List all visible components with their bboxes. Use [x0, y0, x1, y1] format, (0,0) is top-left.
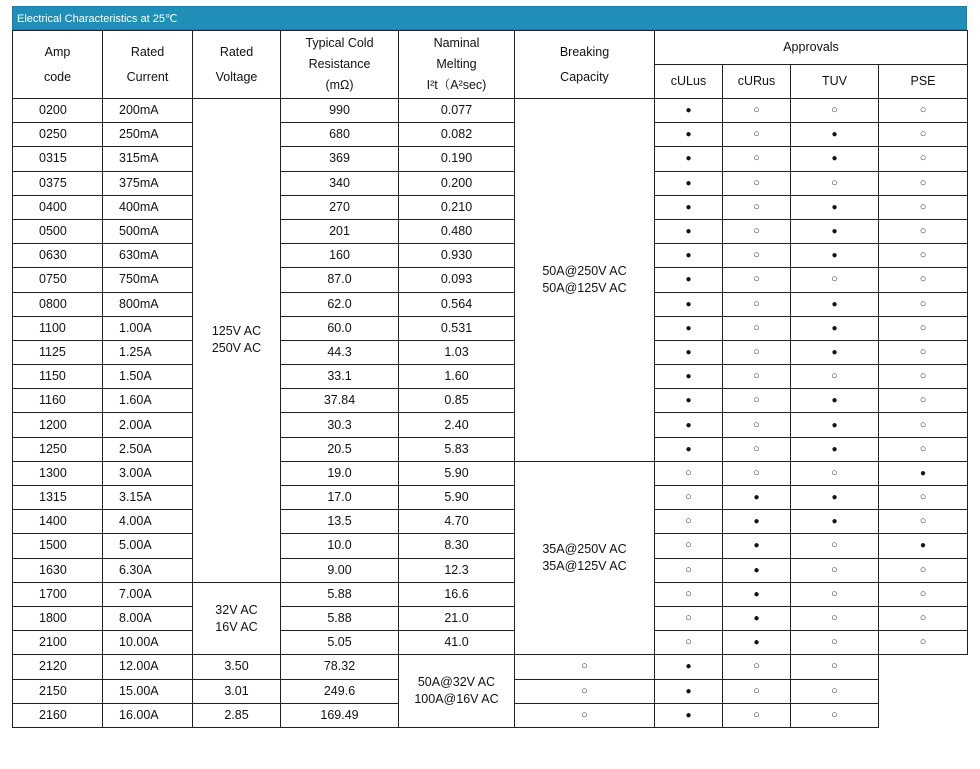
header-text: Breaking	[559, 44, 610, 59]
tuv-approval-mark: ●	[791, 244, 879, 268]
header-breaking-capacity	[515, 31, 655, 99]
amp-code-cell: 2150	[13, 679, 103, 703]
table-row	[13, 99, 968, 123]
curus-approval-mark: ○	[723, 437, 791, 461]
voltage-group-cell	[193, 99, 281, 583]
melting-i2t-cell: 1.03	[399, 340, 515, 364]
rated-current-cell: 8.00A	[103, 606, 193, 630]
rated-current-cell: 315mA	[103, 147, 193, 171]
amp-code-cell: 0750	[13, 268, 103, 292]
culus-approval-mark: ○	[655, 606, 723, 630]
electrical-characteristics-table	[12, 30, 968, 728]
breaking-line: 35A@125V AC	[542, 559, 627, 574]
rated-current-cell: 16.00A	[103, 703, 193, 727]
melting-i2t-cell: 0.210	[399, 195, 515, 219]
tuv-approval-mark: ○	[791, 268, 879, 292]
melting-i2t-cell: 1.60	[399, 365, 515, 389]
header-pse: PSE	[879, 65, 968, 99]
header-text: I²t（A²sec)	[426, 78, 487, 92]
melting-i2t-cell: 0.531	[399, 316, 515, 340]
header-rated-voltage	[193, 31, 281, 99]
curus-approval-mark: ○	[723, 219, 791, 243]
breaking-group-cell	[515, 99, 655, 462]
pse-approval-mark: ○	[879, 582, 968, 606]
voltage-line: 16V AC	[215, 619, 258, 634]
cold-resistance-cell: 2.85	[193, 703, 281, 727]
tuv-approval-mark: ○	[791, 631, 879, 655]
pse-approval-mark: ○	[791, 679, 879, 703]
table-row	[13, 147, 968, 171]
header-text: Rated	[219, 44, 254, 59]
melting-i2t-cell: 0.85	[399, 389, 515, 413]
curus-approval-mark: ●	[723, 606, 791, 630]
curus-approval-mark: ○	[723, 461, 791, 485]
pse-approval-mark: ○	[879, 99, 968, 123]
curus-approval-mark: ○	[723, 123, 791, 147]
pse-approval-mark: ○	[879, 219, 968, 243]
amp-code-cell: 1315	[13, 486, 103, 510]
header-text: Typical Cold	[305, 36, 374, 50]
culus-approval-mark: ○	[515, 703, 655, 727]
curus-approval-mark: ○	[723, 316, 791, 340]
pse-approval-mark: ○	[879, 340, 968, 364]
rated-current-cell: 5.00A	[103, 534, 193, 558]
rated-current-cell: 800mA	[103, 292, 193, 316]
amp-code-cell: 1150	[13, 365, 103, 389]
melting-i2t-cell: 21.0	[399, 606, 515, 630]
table-row	[13, 582, 968, 606]
table-row	[13, 195, 968, 219]
pse-approval-mark: ○	[879, 171, 968, 195]
amp-code-cell: 0200	[13, 99, 103, 123]
culus-approval-mark: ○	[515, 655, 655, 679]
rated-current-cell: 250mA	[103, 123, 193, 147]
cold-resistance-cell: 13.5	[281, 510, 399, 534]
cold-resistance-cell: 3.01	[193, 679, 281, 703]
melting-i2t-cell: 0.930	[399, 244, 515, 268]
rated-current-cell: 1.25A	[103, 340, 193, 364]
amp-code-cell: 1125	[13, 340, 103, 364]
pse-approval-mark: ○	[879, 437, 968, 461]
melting-i2t-cell: 5.90	[399, 486, 515, 510]
culus-approval-mark: ○	[655, 461, 723, 485]
tuv-approval-mark: ●	[791, 292, 879, 316]
curus-approval-mark: ○	[723, 413, 791, 437]
melting-i2t-cell: 8.30	[399, 534, 515, 558]
table-row	[13, 365, 968, 389]
amp-code-cell: 1250	[13, 437, 103, 461]
melting-i2t-cell: 41.0	[399, 631, 515, 655]
table-title: Electrical Characteristics at 25℃	[12, 6, 967, 30]
rated-current-cell: 6.30A	[103, 558, 193, 582]
tuv-approval-mark: ●	[791, 123, 879, 147]
cold-resistance-cell: 990	[281, 99, 399, 123]
culus-approval-mark: ●	[655, 268, 723, 292]
tuv-approval-mark: ●	[791, 486, 879, 510]
cold-resistance-cell: 5.88	[281, 582, 399, 606]
pse-approval-mark: ○	[879, 558, 968, 582]
table-row	[13, 534, 968, 558]
cold-resistance-cell: 160	[281, 244, 399, 268]
rated-current-cell: 3.15A	[103, 486, 193, 510]
melting-i2t-cell: 249.6	[281, 679, 399, 703]
curus-approval-mark: ○	[723, 340, 791, 364]
amp-code-cell: 0315	[13, 147, 103, 171]
table-row	[13, 340, 968, 364]
table-row	[13, 437, 968, 461]
melting-i2t-cell: 169.49	[281, 703, 399, 727]
cold-resistance-cell: 30.3	[281, 413, 399, 437]
pse-approval-mark: ○	[879, 244, 968, 268]
rated-current-cell: 15.00A	[103, 679, 193, 703]
rated-current-cell: 1.50A	[103, 365, 193, 389]
rated-current-cell: 10.00A	[103, 631, 193, 655]
tuv-approval-mark: ●	[791, 413, 879, 437]
rated-current-cell: 1.00A	[103, 316, 193, 340]
tuv-approval-mark: ○	[723, 703, 791, 727]
melting-i2t-cell: 0.082	[399, 123, 515, 147]
culus-approval-mark: ●	[655, 99, 723, 123]
curus-approval-mark: ●	[723, 486, 791, 510]
pse-approval-mark: ○	[879, 486, 968, 510]
tuv-approval-mark: ○	[791, 365, 879, 389]
table-row	[13, 316, 968, 340]
rated-current-cell: 3.00A	[103, 461, 193, 485]
pse-approval-mark: ○	[879, 292, 968, 316]
rated-current-cell: 7.00A	[103, 582, 193, 606]
tuv-approval-mark: ●	[791, 389, 879, 413]
amp-code-cell: 2160	[13, 703, 103, 727]
cold-resistance-cell: 62.0	[281, 292, 399, 316]
pse-approval-mark: ○	[879, 123, 968, 147]
amp-code-cell: 0400	[13, 195, 103, 219]
cold-resistance-cell: 60.0	[281, 316, 399, 340]
header-text: Amp	[44, 44, 71, 59]
tuv-approval-mark: ●	[791, 340, 879, 364]
header-text: Capacity	[560, 69, 609, 84]
culus-approval-mark: ●	[655, 292, 723, 316]
tuv-approval-mark: ○	[791, 99, 879, 123]
header-amp-code	[13, 31, 103, 99]
table-row	[13, 655, 968, 679]
cold-resistance-cell: 17.0	[281, 486, 399, 510]
table-row	[13, 606, 968, 630]
melting-i2t-cell: 78.32	[281, 655, 399, 679]
curus-approval-mark: ○	[723, 365, 791, 389]
melting-i2t-cell: 5.90	[399, 461, 515, 485]
header-text: (mΩ)	[325, 78, 354, 92]
rated-current-cell: 2.00A	[103, 413, 193, 437]
header-text: Naminal	[433, 36, 480, 50]
culus-approval-mark: ○	[515, 679, 655, 703]
table-row	[13, 558, 968, 582]
melting-i2t-cell: 0.077	[399, 99, 515, 123]
amp-code-cell: 0800	[13, 292, 103, 316]
header-approvals: Approvals	[655, 31, 968, 65]
culus-approval-mark: ●	[655, 147, 723, 171]
table-row	[13, 292, 968, 316]
culus-approval-mark: ○	[655, 510, 723, 534]
cold-resistance-cell: 20.5	[281, 437, 399, 461]
table-row	[13, 461, 968, 485]
curus-approval-mark: ○	[723, 195, 791, 219]
header-text: code	[43, 69, 72, 84]
curus-approval-mark: ○	[723, 389, 791, 413]
curus-approval-mark: ●	[723, 534, 791, 558]
tuv-approval-mark: ●	[791, 147, 879, 171]
pse-approval-mark: ○	[879, 147, 968, 171]
amp-code-cell: 1500	[13, 534, 103, 558]
rated-current-cell: 12.00A	[103, 655, 193, 679]
culus-approval-mark: ●	[655, 244, 723, 268]
amp-code-cell: 2120	[13, 655, 103, 679]
cold-resistance-cell: 19.0	[281, 461, 399, 485]
cold-resistance-cell: 201	[281, 219, 399, 243]
cold-resistance-cell: 680	[281, 123, 399, 147]
pse-approval-mark: ○	[879, 606, 968, 630]
amp-code-cell: 1300	[13, 461, 103, 485]
curus-approval-mark: ●	[723, 558, 791, 582]
voltage-group-cell	[193, 582, 281, 655]
culus-approval-mark: ●	[655, 413, 723, 437]
melting-i2t-cell: 5.83	[399, 437, 515, 461]
cold-resistance-cell: 33.1	[281, 365, 399, 389]
melting-i2t-cell: 4.70	[399, 510, 515, 534]
table-row	[13, 219, 968, 243]
amp-code-cell: 1200	[13, 413, 103, 437]
amp-code-cell: 0630	[13, 244, 103, 268]
curus-approval-mark: ○	[723, 147, 791, 171]
pse-approval-mark: ○	[879, 195, 968, 219]
melting-i2t-cell: 12.3	[399, 558, 515, 582]
cold-resistance-cell: 270	[281, 195, 399, 219]
pse-approval-mark: ●	[879, 534, 968, 558]
amp-code-cell: 0375	[13, 171, 103, 195]
rated-current-cell: 4.00A	[103, 510, 193, 534]
amp-code-cell: 0500	[13, 219, 103, 243]
culus-approval-mark: ●	[655, 171, 723, 195]
tuv-approval-mark: ○	[791, 606, 879, 630]
breaking-group-cell	[399, 655, 515, 728]
pse-approval-mark: ○	[879, 413, 968, 437]
culus-approval-mark: ○	[655, 486, 723, 510]
culus-approval-mark: ○	[655, 582, 723, 606]
tuv-approval-mark: ○	[791, 171, 879, 195]
culus-approval-mark: ●	[655, 437, 723, 461]
melting-i2t-cell: 0.190	[399, 147, 515, 171]
pse-approval-mark: ○	[879, 389, 968, 413]
curus-approval-mark: ○	[723, 268, 791, 292]
voltage-line: 125V AC	[211, 324, 262, 339]
header-culus: cULus	[655, 65, 723, 99]
header-text: Voltage	[215, 69, 258, 84]
tuv-approval-mark: ○	[791, 582, 879, 606]
melting-i2t-cell: 16.6	[399, 582, 515, 606]
header-text: Melting	[436, 57, 477, 71]
table-row	[13, 510, 968, 534]
rated-current-cell: 200mA	[103, 99, 193, 123]
header-text: Rated	[130, 44, 165, 59]
header-cold-resistance	[281, 31, 399, 99]
pse-approval-mark: ○	[791, 703, 879, 727]
tuv-approval-mark: ●	[791, 510, 879, 534]
pse-approval-mark: ○	[879, 316, 968, 340]
rated-current-cell: 500mA	[103, 219, 193, 243]
table-row	[13, 389, 968, 413]
rated-current-cell: 400mA	[103, 195, 193, 219]
curus-approval-mark: ●	[655, 679, 723, 703]
culus-approval-mark: ○	[655, 534, 723, 558]
breaking-group-cell	[515, 461, 655, 655]
culus-approval-mark: ●	[655, 195, 723, 219]
rated-current-cell: 375mA	[103, 171, 193, 195]
culus-approval-mark: ●	[655, 123, 723, 147]
breaking-line: 50A@32V AC	[417, 675, 496, 690]
table-row	[13, 244, 968, 268]
culus-approval-mark: ○	[655, 558, 723, 582]
cold-resistance-cell: 3.50	[193, 655, 281, 679]
breaking-line: 35A@250V AC	[542, 542, 627, 557]
cold-resistance-cell: 340	[281, 171, 399, 195]
curus-approval-mark: ○	[723, 171, 791, 195]
amp-code-cell: 1100	[13, 316, 103, 340]
voltage-line: 250V AC	[211, 341, 262, 356]
tuv-approval-mark: ●	[791, 316, 879, 340]
header-melting	[399, 31, 515, 99]
melting-i2t-cell: 0.480	[399, 219, 515, 243]
curus-approval-mark: ●	[655, 703, 723, 727]
breaking-line: 100A@16V AC	[414, 692, 499, 707]
cold-resistance-cell: 369	[281, 147, 399, 171]
tuv-approval-mark: ●	[791, 219, 879, 243]
voltage-line: 32V AC	[215, 602, 258, 617]
cold-resistance-cell: 9.00	[281, 558, 399, 582]
cold-resistance-cell: 5.05	[281, 631, 399, 655]
header-text: Current	[126, 69, 169, 84]
tuv-approval-mark: ○	[791, 558, 879, 582]
cold-resistance-cell: 37.84	[281, 389, 399, 413]
amp-code-cell: 0250	[13, 123, 103, 147]
table-row	[13, 486, 968, 510]
header-rated-current	[103, 31, 193, 99]
pse-approval-mark: ○	[791, 655, 879, 679]
amp-code-cell: 1700	[13, 582, 103, 606]
rated-current-cell: 750mA	[103, 268, 193, 292]
pse-approval-mark: ●	[879, 461, 968, 485]
culus-approval-mark: ●	[655, 389, 723, 413]
table-row	[13, 413, 968, 437]
amp-code-cell: 1630	[13, 558, 103, 582]
pse-approval-mark: ○	[879, 631, 968, 655]
amp-code-cell: 1800	[13, 606, 103, 630]
tuv-approval-mark: ●	[791, 437, 879, 461]
amp-code-cell: 2100	[13, 631, 103, 655]
rated-current-cell: 1.60A	[103, 389, 193, 413]
curus-approval-mark: ●	[723, 631, 791, 655]
melting-i2t-cell: 0.564	[399, 292, 515, 316]
tuv-approval-mark: ○	[791, 461, 879, 485]
header-tuv: TUV	[791, 65, 879, 99]
cold-resistance-cell: 87.0	[281, 268, 399, 292]
curus-approval-mark: ●	[655, 655, 723, 679]
melting-i2t-cell: 2.40	[399, 413, 515, 437]
culus-approval-mark: ●	[655, 316, 723, 340]
cold-resistance-cell: 10.0	[281, 534, 399, 558]
tuv-approval-mark: ●	[791, 195, 879, 219]
breaking-line: 50A@250V AC	[542, 263, 627, 278]
breaking-line: 50A@125V AC	[542, 280, 627, 295]
table-row	[13, 268, 968, 292]
rated-current-cell: 630mA	[103, 244, 193, 268]
pse-approval-mark: ○	[879, 268, 968, 292]
amp-code-cell: 1160	[13, 389, 103, 413]
culus-approval-mark: ●	[655, 340, 723, 364]
curus-approval-mark: ●	[723, 582, 791, 606]
amp-code-cell: 1400	[13, 510, 103, 534]
cold-resistance-cell: 44.3	[281, 340, 399, 364]
tuv-approval-mark: ○	[723, 655, 791, 679]
curus-approval-mark: ○	[723, 244, 791, 268]
culus-approval-mark: ●	[655, 365, 723, 389]
table-row	[13, 171, 968, 195]
spec-sheet	[12, 6, 967, 728]
curus-approval-mark: ○	[723, 292, 791, 316]
curus-approval-mark: ○	[723, 99, 791, 123]
culus-approval-mark: ●	[655, 219, 723, 243]
cold-resistance-cell: 5.88	[281, 606, 399, 630]
melting-i2t-cell: 0.200	[399, 171, 515, 195]
culus-approval-mark: ○	[655, 631, 723, 655]
header-text: Resistance	[308, 57, 371, 71]
table-row	[13, 123, 968, 147]
header-curus: cURus	[723, 65, 791, 99]
rated-current-cell: 2.50A	[103, 437, 193, 461]
tuv-approval-mark: ○	[723, 679, 791, 703]
melting-i2t-cell: 0.093	[399, 268, 515, 292]
pse-approval-mark: ○	[879, 365, 968, 389]
curus-approval-mark: ●	[723, 510, 791, 534]
table-row	[13, 631, 968, 655]
table-body	[13, 99, 968, 728]
pse-approval-mark: ○	[879, 510, 968, 534]
tuv-approval-mark: ○	[791, 534, 879, 558]
